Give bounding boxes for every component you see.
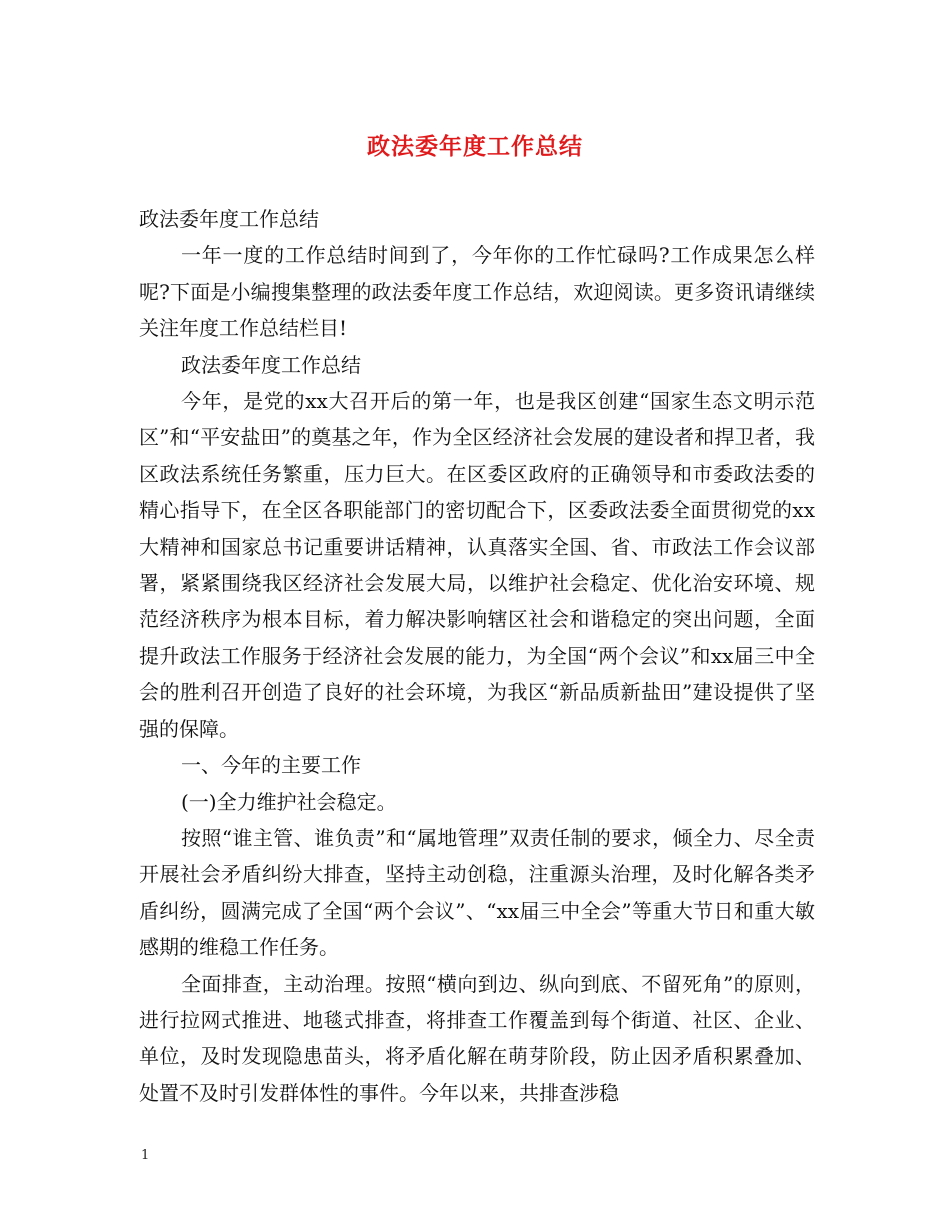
paragraph: 政法委年度工作总结 bbox=[139, 207, 319, 231]
paragraph: 一年一度的工作总结时间到了，今年你的工作忙碌吗?工作成果怎么样呢?下面是小编搜集整理的政法委年度工作总结，欢迎阅读。更多资讯请继续关注年度工作总结栏目! bbox=[139, 243, 815, 341]
document-body bbox=[139, 201, 815, 1111]
document-title: 政法委年度工作总结 bbox=[367, 133, 583, 160]
paragraph: 今年，是党的xx大召开后的第一年，也是我区创建“国家生态文明示范区”和“平安盐田”的奠基之年，作为全区经济社会发展的建设者和捍卫者，我区政法系统任务繁重，压力巨大。在区委区政府的正确领导和市委政法委的精心指导下，在全区各职能部门的密切配合下，区委政法委全面贯彻党的xx大精神和国家总书记重要讲话精神，认真落实全国、省、市政法工作会议部署，紧紧围绕我区经济社会发展大局，以维护社会稳定、优化治安环境、规范经济秩序为根本目标，着力解决影响辖区社会和谐稳定的突出问题，全面提升政法工作服务于经济社会发展的能力，为全国“两个会议”和xx届三中全会的胜利召开创造了良好的社会环境，为我区“新品质新盐田”建设提供了坚强的保障。 bbox=[139, 389, 815, 741]
subsection-heading: (一)全力维护社会稳定。 bbox=[181, 789, 397, 814]
paragraph: 全面排查，主动治理。按照“横向到边、纵向到底、不留死角”的原则，进行拉网式推进、地毯式排查，将排查工作覆盖到每个街道、社区、企业、单位，及时发现隐患苗头，将矛盾化解在萌芽阶段，防止因矛盾积累叠加、处置不及时引发群体性的事件。今年以来，共排查涉稳 bbox=[139, 971, 815, 1105]
paragraph: 政法委年度工作总结 bbox=[181, 352, 361, 377]
paragraph: 按照“谁主管、谁负责”和“属地管理”双责任制的要求，倾全力、尽全责开展社会矛盾纠纷大排查，坚持主动创稳，注重源头治理，及时化解各类矛盾纠纷，圆满完成了全国“两个会议”、“xx届三中全会”等重大节日和重大敏感期的维稳工作任务。 bbox=[139, 825, 815, 960]
section-heading: 一、今年的主要工作 bbox=[181, 753, 361, 778]
page-number: 1 bbox=[141, 1148, 150, 1163]
